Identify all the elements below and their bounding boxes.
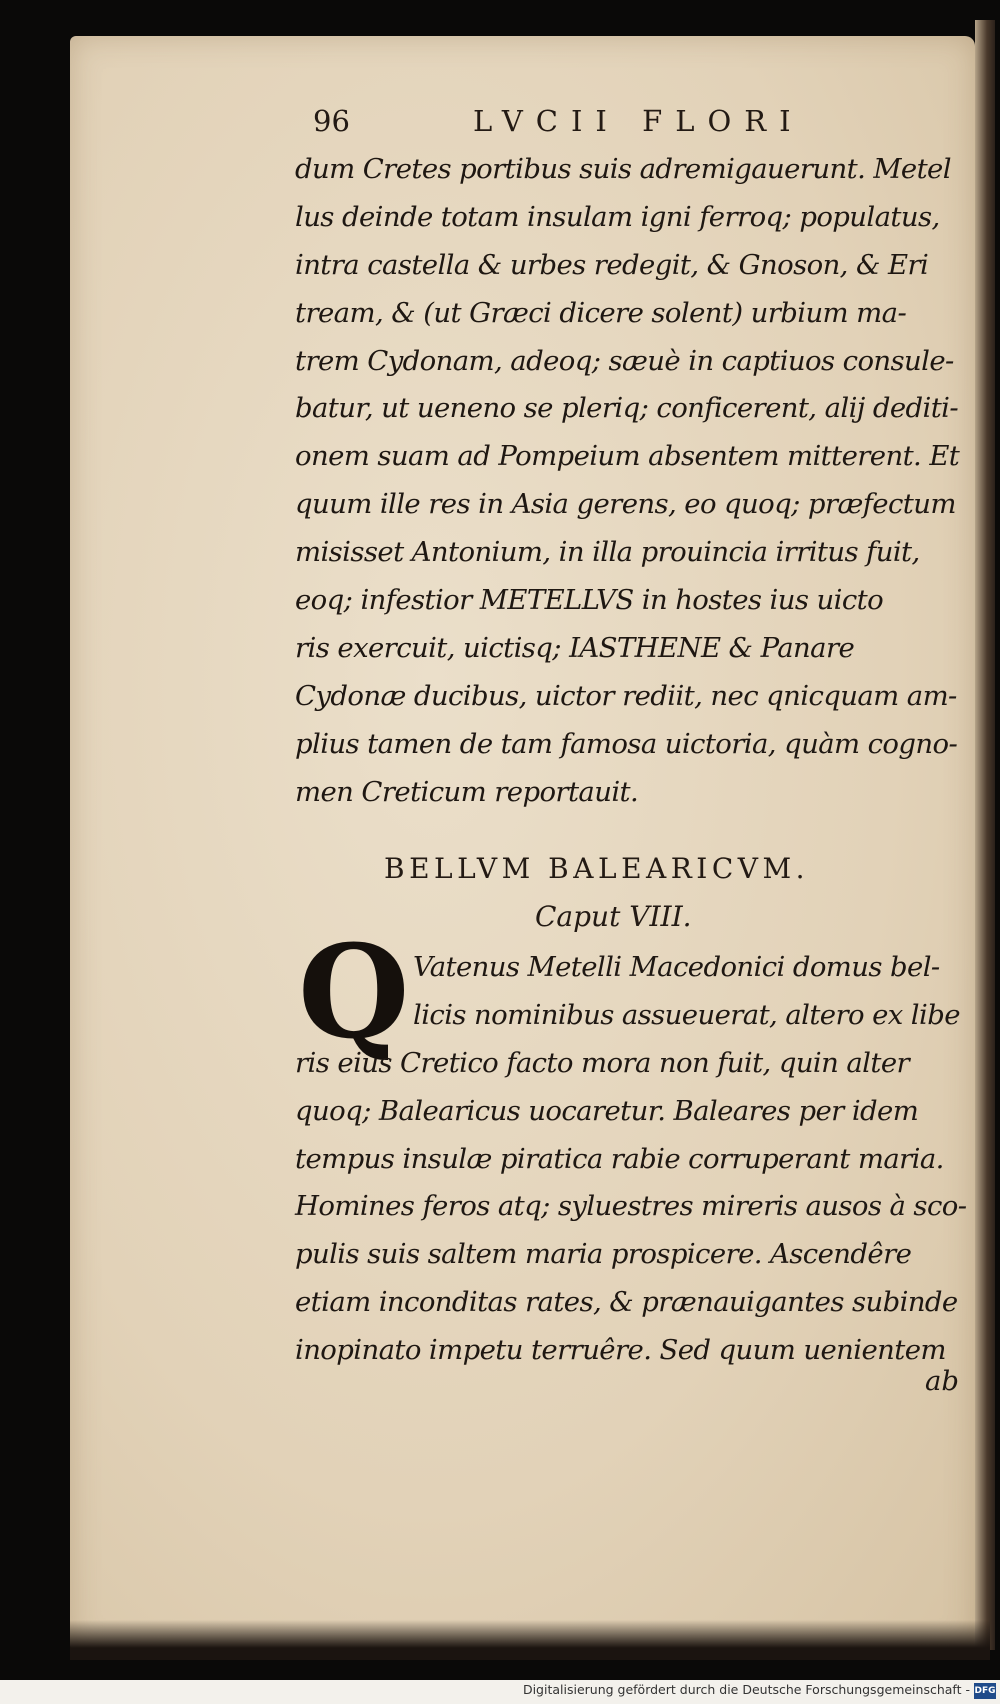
text-line: licis nominibus assueuerat, altero ex libe bbox=[413, 998, 960, 1031]
text-line: eoq; infestior METELLVS in hostes ius uicto bbox=[295, 584, 884, 617]
text-line: plius tamen de tam famosa uictoria, quàm cogno- bbox=[295, 727, 958, 760]
text-line: lus deinde totam insulam igni ferroq; populatus, bbox=[295, 200, 940, 233]
text-line: pulis suis saltem maria prospicere. Ascendêre bbox=[295, 1238, 912, 1271]
text-line: Vatenus Metelli Macedonici domus bel- bbox=[413, 951, 940, 983]
page-edge bbox=[975, 20, 995, 1650]
text-line: onem suam ad Pompeium absentem mitterent. Et bbox=[295, 440, 960, 473]
dfg-logo-icon: DFG bbox=[974, 1683, 996, 1699]
text-line: ris eius Cretico facto mora non fuit, quin alter bbox=[295, 1046, 910, 1079]
body-paragraph bbox=[295, 146, 959, 816]
chapter-paragraph bbox=[295, 944, 975, 1375]
text-line: etiam inconditas rates, & prænauigantes subinde bbox=[295, 1286, 958, 1319]
page-bottom-shadow bbox=[70, 1620, 990, 1660]
text-line: batur, ut ueneno se pleriq; conficerent, alij dediti- bbox=[295, 392, 959, 425]
running-title: LVCII FLORI bbox=[473, 104, 804, 138]
page-number: 96 bbox=[313, 104, 350, 138]
text-line: inopinato impetu terruêre. Sed quum uenientem bbox=[295, 1334, 946, 1367]
text-line: tempus insulæ piratica rabie corruperant maria. bbox=[295, 1142, 944, 1175]
text-line: men Creticum reportauit. bbox=[295, 775, 639, 808]
text-line: dum Cretes portibus suis adremigauerunt. Metel bbox=[295, 153, 951, 185]
text-line: tream, & (ut Græci dicere solent) urbium ma- bbox=[295, 296, 907, 329]
text-line: intra castella & urbes redegit, & Gnoson, & Eri bbox=[295, 248, 929, 281]
text-line: misisset Antonium, in illa prouincia irritus fuit, bbox=[295, 536, 920, 569]
text-line: Cydonæ ducibus, uictor rediit, nec qnicquam am- bbox=[295, 679, 957, 712]
catchword: ab bbox=[925, 1365, 959, 1397]
chapter-subheading: Caput VIII. bbox=[535, 900, 692, 933]
chapter-heading: BELLVM BALEARICVM. bbox=[384, 852, 810, 885]
digitization-footer bbox=[0, 1680, 1000, 1704]
text-line: trem Cydonam, adeoq; sæuè in captiuos consule- bbox=[295, 344, 954, 377]
text-line: quoq; Balearicus uocaretur. Baleares per idem bbox=[295, 1094, 919, 1127]
drop-cap: Q bbox=[298, 918, 410, 1068]
text-line: ris exercuit, uictisq; IASTHENE & Panare bbox=[295, 631, 855, 664]
footer-credit: Digitalisierung gefördert durch die Deutsche Forschungsgemeinschaft - bbox=[522, 1682, 970, 1697]
text-line: Homines feros atq; syluestres mireris ausos à sco- bbox=[295, 1190, 967, 1223]
running-head bbox=[313, 104, 963, 150]
text-line: quum ille res in Asia gerens, eo quoq; præfectum bbox=[295, 488, 956, 521]
